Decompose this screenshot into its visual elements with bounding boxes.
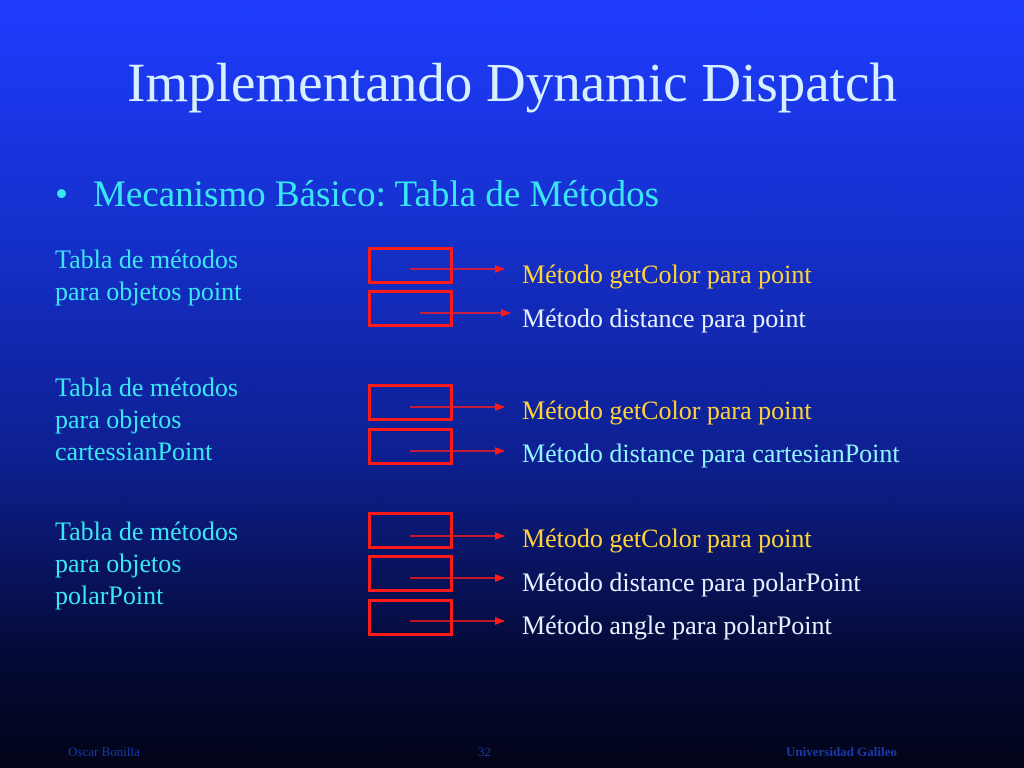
footer-page-number: 32 [478,744,491,759]
bullet-symbol: • [55,174,68,215]
method-entry: Método getColor para point [522,260,812,289]
table-label-polarpoint [55,516,238,612]
table-label-point [55,244,241,308]
table-label-line: Tabla de métodos [55,373,239,402]
table-label-line: para objetos point [55,277,242,306]
bullet-text: Mecanismo Básico: Tabla de Métodos [93,174,660,215]
method-entry: Método angle para polarPoint [522,611,832,640]
table-label-line: polarPoint [55,581,164,610]
table-label-line: Tabla de métodos [55,245,239,274]
table-label-line: para objetos [55,549,182,578]
footer-institution: Universidad Galileo [786,744,897,759]
method-table-cell [368,512,453,549]
method-table-cell [368,599,453,636]
method-entry: Método distance para cartesianPoint [522,439,900,468]
footer-author: Oscar Bonilla [68,744,140,759]
slide-title: Implementando Dynamic Dispatch [127,52,897,113]
method-entry: Método distance para point [522,304,806,333]
table-label-line: Tabla de métodos [55,517,239,546]
bullet-item [55,170,659,220]
method-entry: Método getColor para point [522,396,812,425]
method-table-cell [368,290,453,327]
table-label-line: cartessianPoint [55,437,213,466]
method-entry: Método distance para polarPoint [522,568,861,597]
table-label-line: para objetos [55,405,182,434]
method-table-cell [368,428,453,465]
method-entry: Método getColor para point [522,524,812,553]
method-table-cell [368,247,453,284]
table-label-cartessianpoint [55,372,238,468]
method-table-cell [368,384,453,421]
method-table-cell [368,555,453,592]
